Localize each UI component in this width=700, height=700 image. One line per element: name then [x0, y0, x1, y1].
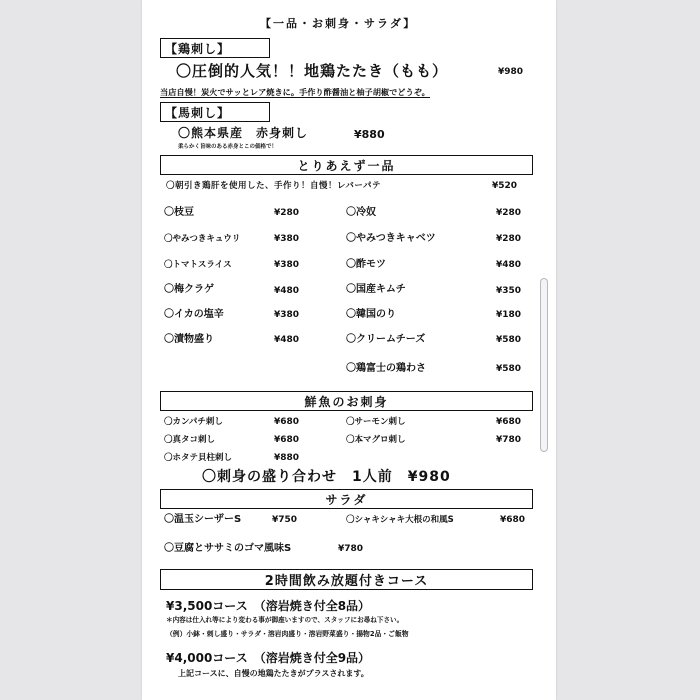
appetizer-right-2-price: ¥280 — [496, 234, 522, 244]
salad-item-2: 〇シャキシャキ大根の和風S — [346, 515, 454, 525]
horse-sashimi-tag: 【馬刺し】 — [160, 102, 270, 122]
appetizer-right-1-price: ¥280 — [496, 208, 522, 218]
salad-header: サラダ — [160, 489, 533, 509]
appetizer-right-6-price: ¥580 — [496, 335, 522, 345]
chicken-sashimi-price: ¥980 — [498, 67, 524, 77]
fish-right-1: 〇サーモン刺し — [346, 417, 406, 427]
chicken-sashimi-desc: 当店自慢！炭火でサッとレア焼きに。手作り酢醤油と柚子胡椒でどうぞ。 — [160, 87, 430, 97]
fish-left-1: 〇カンパチ刺し — [164, 417, 223, 427]
appetizer-left-5: 〇イカの塩辛 — [164, 309, 224, 320]
fish-right-1-price: ¥680 — [496, 417, 522, 427]
menu-page — [142, 0, 556, 700]
appetizer-left-2-price: ¥380 — [274, 234, 300, 244]
salad-item-1-price: ¥750 — [272, 515, 298, 525]
appetizer-right-5: 〇韓国のり — [346, 309, 396, 320]
fish-right-2: 〇本マグロ刺し — [346, 435, 406, 445]
page-title: 【一品・お刺身・サラダ】 — [260, 17, 417, 30]
fish-left-2: 〇真タコ刺し — [164, 435, 216, 445]
appetizer-left-4-price: ¥480 — [274, 286, 300, 296]
fish-left-3: 〇ホタテ貝柱刺し — [164, 453, 233, 463]
appetizer-left-5-price: ¥380 — [274, 310, 300, 320]
salad-item-3-price: ¥780 — [338, 544, 364, 554]
appetizer-right-3: 〇酢モツ — [346, 259, 386, 270]
fish-platter: 〇刺身の盛り合わせ 1人前 ¥980 — [202, 469, 451, 485]
horse-sashimi-desc: 柔らかく旨味のある赤身とこの価格で！ — [178, 144, 278, 150]
horse-sashimi-price: ¥880 — [354, 128, 385, 141]
course-header: 2時間飲み放題付きコース — [160, 569, 533, 590]
salad-item-2-price: ¥680 — [500, 515, 526, 525]
course-plan1-note1: ＊内容は仕入れ等により変わる事が御座いますので、スタッフにお尋ね下さい。 — [166, 616, 404, 624]
appetizer-left-3-price: ¥380 — [274, 260, 300, 270]
appetizer-left-6: 〇漬物盛り — [164, 334, 214, 345]
course-plan2-note: 上記コースに、自慢の地鶏たたきがプラスされます。 — [178, 669, 369, 678]
chicken-sashimi-item: 〇圧倒的人気！！地鶏たたき（もも） — [176, 62, 449, 80]
appetizer-right-5-price: ¥180 — [496, 310, 522, 320]
appetizer-right-6: 〇クリームチーズ — [346, 334, 426, 345]
salad-item-3: 〇豆腐とササミのゴマ風味S — [164, 543, 292, 554]
appetizer-left-2: 〇やみつきキュウリ — [164, 234, 241, 244]
fish-left-2-price: ¥680 — [274, 435, 300, 445]
chicken-sashimi-tag: 【鶏刺し】 — [160, 38, 270, 58]
appetizers-header: とりあえず一品 — [160, 155, 533, 175]
appetizer-right-2: 〇やみつきキャベツ — [346, 233, 436, 244]
course-plan1-note2: （例）小鉢・刺し盛り・サラダ・溶岩肉盛り・溶岩野菜盛り・揚物2品・ご飯物 — [166, 630, 409, 638]
fish-right-2-price: ¥780 — [496, 435, 522, 445]
course-plan2-title: ¥4,000コース （溶岩焼き付全9品） — [166, 651, 371, 665]
scrollbar[interactable] — [540, 278, 548, 452]
appetizer-right-4: 〇国産キムチ — [346, 284, 406, 295]
appetizer-right-4-price: ¥350 — [496, 286, 522, 296]
course-plan1-title: ¥3,500コース （溶岩焼き付全8品） — [166, 599, 371, 613]
appetizer-left-1: 〇枝豆 — [164, 207, 194, 218]
appetizer-right-7: 〇鶏富士の鶏わさ — [346, 363, 426, 374]
appetizer-left-3: 〇トマトスライス — [164, 260, 232, 270]
appetizer-right-7-price: ¥580 — [496, 364, 522, 374]
appetizer-feature: 〇朝引き鶏肝を使用した、手作り！自慢！レバーパテ — [166, 181, 381, 191]
appetizer-left-6-price: ¥480 — [274, 335, 300, 345]
appetizer-right-1: 〇冷奴 — [346, 207, 376, 218]
appetizer-left-4: 〇梅クラゲ — [164, 284, 214, 295]
appetizer-feature-price: ¥520 — [492, 181, 518, 191]
horse-sashimi-item: 〇熊本県産 赤身刺し — [178, 126, 309, 140]
appetizer-right-3-price: ¥480 — [496, 260, 522, 270]
fish-left-3-price: ¥880 — [274, 453, 300, 463]
salad-item-1: 〇温玉シーザーS — [164, 514, 242, 525]
fish-left-1-price: ¥680 — [274, 417, 300, 427]
fresh-fish-header: 鮮魚のお刺身 — [160, 391, 533, 411]
appetizer-left-1-price: ¥280 — [274, 208, 300, 218]
